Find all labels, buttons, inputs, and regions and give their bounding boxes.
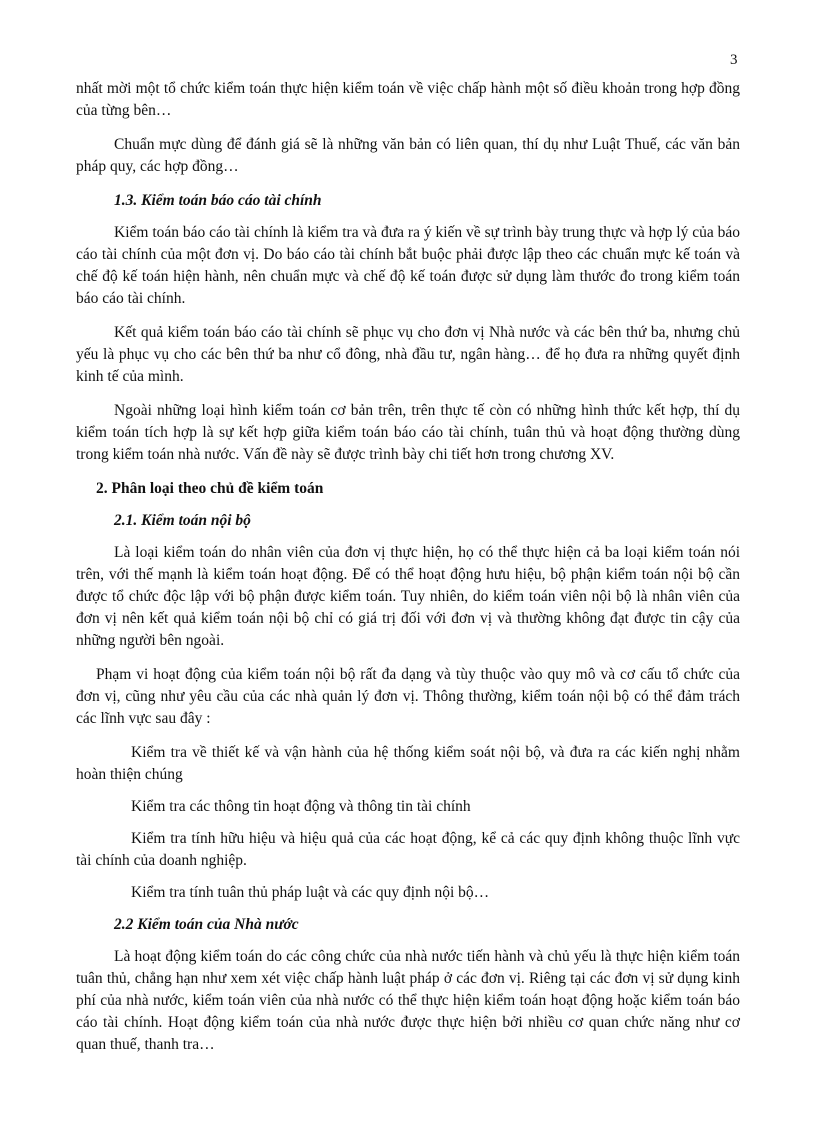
list-item: Kiểm tra tính tuân thủ pháp luật và các quy định nội bộ… — [131, 884, 490, 901]
heading-2-1: 2.1. Kiểm toán nội bộ — [114, 512, 251, 529]
paragraph-internal-audit: Là loại kiểm toán do nhân viên của đơn vị thực hiện, họ có thể thực hiện cả ba loại kiểm toán nói trên, với thế mạnh là kiểm toán hoạt động. Để có thể hoạt động hưu hiệu, bộ phận kiểm toán nội bộ cần được tổ chức độc lập với bộ phận được kiểm toán. Tuy nhiên, do kiểm toán viên nội bộ là nhân viên của đơn vị nên kết quả kiểm toán nội bộ chỉ có giá trị đối với đơn vị và thường không đạt được tin cậy của những người bên ngoài. — [76, 544, 740, 649]
paragraph-financial-audit-result: Kết quả kiểm toán báo cáo tài chính sẽ phục vụ cho đơn vị Nhà nước và các bên thứ ba, nhưng chủ yếu là phục vụ cho các bên thứ ba như cổ đông, nhà đầu tư, ngân hàng… để họ đưa ra những quyết định kinh tế của mình. — [76, 324, 740, 385]
heading-2: 2. Phân loại theo chủ đề kiểm toán — [96, 480, 324, 497]
list-item: Kiểm tra các thông tin hoạt động và thông tin tài chính — [131, 798, 471, 815]
paragraph-combined-audit: Ngoài những loại hình kiểm toán cơ bản trên, trên thực tế còn có những hình thức kết hợp, thí dụ kiểm toán tích hợp là sự kết hợp giữa kiểm toán báo cáo tài chính, tuân thủ và hoạt động thường dùng trong kiểm toán nhà nước. Vấn đề này sẽ được trình bày chi tiết hơn trong chương XV. — [76, 402, 740, 463]
list-item: Kiểm tra tính hữu hiệu và hiệu quả của các hoạt động, kể cả các quy định không thuộc lĩnh vực tài chính của doanh nghiệp. — [76, 830, 740, 869]
paragraph-internal-audit-scope: Phạm vi hoạt động của kiểm toán nội bộ rất đa dạng và tùy thuộc vào quy mô và cơ cấu tổ chức của đơn vị, cũng như yêu cầu của các nhà quản lý đơn vị. Thông thường, kiểm toán nội bộ có thể đảm trách các lĩnh vực sau đây : — [76, 666, 740, 727]
heading-2-2: 2.2 Kiểm toán của Nhà nước — [114, 916, 299, 933]
paragraph-continued: nhất mời một tổ chức kiểm toán thực hiện kiểm toán về việc chấp hành một số điều khoản trong hợp đồng của từng bên… — [76, 80, 740, 119]
heading-1-3: 1.3. Kiểm toán báo cáo tài chính — [114, 192, 322, 209]
document-body — [76, 78, 740, 1068]
page-number: 3 — [730, 52, 738, 68]
paragraph-state-audit: Là hoạt động kiểm toán do các công chức của nhà nước tiến hành và chủ yếu là thực hiện kiểm toán tuân thủ, chẳng hạn như xem xét việc chấp hành luật pháp ở các đơn vị. Riêng tại các đơn vị sử dụng kinh phí của nhà nước, kiểm toán viên của nhà nước có thể thực hiện kiểm toán hoạt động hoặc kiểm toán báo cáo tài chính. Hoạt động kiểm toán của nhà nước được thực hiện bởi nhiều cơ quan chức năng như cơ quan thuế, thanh tra… — [76, 948, 740, 1053]
paragraph-standards: Chuẩn mực dùng để đánh giá sẽ là những văn bản có liên quan, thí dụ như Luật Thuế, các văn bản pháp quy, các hợp đồng… — [76, 136, 740, 175]
list-item: Kiểm tra về thiết kế và vận hành của hệ thống kiểm soát nội bộ, và đưa ra các kiến nghị nhằm hoàn thiện chúng — [76, 744, 740, 783]
paragraph-financial-audit-definition: Kiểm toán báo cáo tài chính là kiểm tra và đưa ra ý kiến về sự trình bày trung thực và hợp lý của báo cáo tài chính của một đơn vị. Do báo cáo tài chính bắt buộc phải được lập theo các chuẩn mực kế toán và chế độ kế toán hiện hành, nên chuẩn mực và chế độ kế toán được sử dụng làm thước đo trong kiểm toán báo cáo tài chính. — [76, 224, 740, 307]
